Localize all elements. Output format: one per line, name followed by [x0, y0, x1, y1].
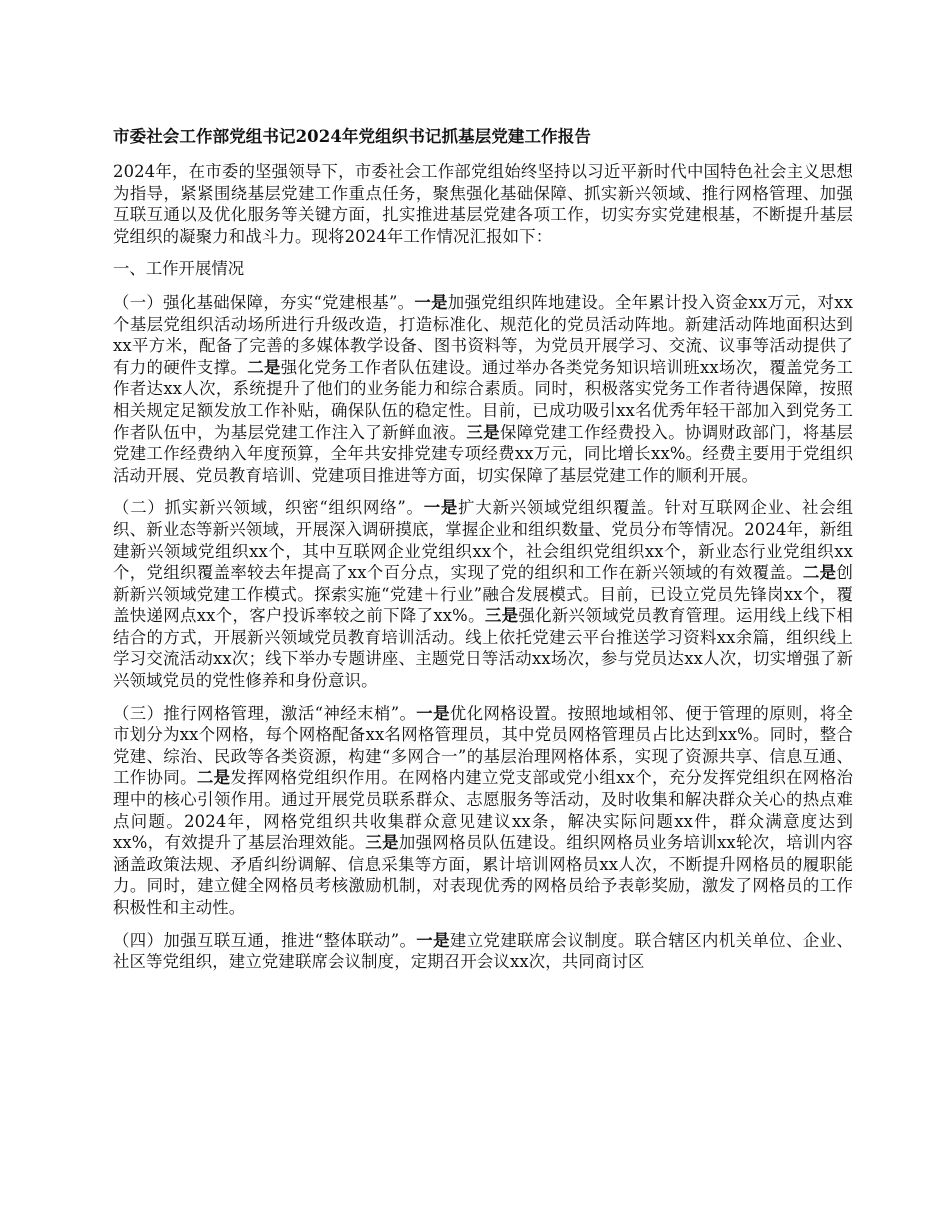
point-label: 二是 [247, 357, 281, 377]
point-label: 一是 [416, 930, 450, 950]
section-heading: 一、工作开展情况 [113, 259, 245, 279]
point-label: 二是 [196, 768, 231, 788]
section-lead: （四）加强互联互通，推进“整体联动”。 [113, 930, 417, 950]
point-text: 扩大新兴领域党组织覆盖。针对互联网企业、社会组织、新业态等新兴领域，开展深入调研摸底，掌握企业和组织数量、党员分布等情况。2024年，新组建新兴领域党组织xx个，其中互联网企业党组织xx个，社会组织党组织xx个，新业态行业党组织xx个，党组织覆盖率较去年提高了xx个百分点，实现了党的组织和工作在新兴领域的有效覆盖。 [113, 498, 853, 583]
section-lead: （一）强化基础保障，夯实“党建根基”。 [113, 292, 415, 312]
document-page [113, 126, 853, 984]
point-label: 一是 [423, 498, 459, 518]
point-label: 三是 [484, 606, 519, 626]
point-text: 保障党建工作经费投入。协调财政部门，将基层党建工作经费纳入年度预算，全年共安排党建专项经费xx万元，同比增长xx%。经费主要用于党组织活动开展、党员教育培训、党建项目推进等方面，切实保障了基层党建工作的顺利开展。 [113, 422, 853, 485]
point-label: 三是 [365, 833, 399, 853]
point-text: 建立党建联席会议制度。联合辖区内机关单位、企业、社区等党组织，建立党建联席会议制度，定期召开会议xx次，共同商讨区 [113, 930, 853, 972]
point-label: 三是 [466, 422, 500, 442]
point-text: 加强网格员队伍建设。组织网格员业务培训xx轮次，培训内容涵盖政策法规、矛盾纠纷调解、信息采集等方面，累计培训网格员xx人次，不断提升网格员的履职能力。同时，建立健全网格员考核激励机制，对表现优秀的网格员给予表彰奖励，激发了网格员的工作积极性和主动性。 [113, 833, 854, 917]
section-lead: （三）推行网格管理，激活“神经末梢”。 [113, 703, 417, 723]
intro-paragraph: 2024年，在市委的坚强领导下，市委社会工作部党组始终坚持以习近平新时代中国特色社会主义思想为指导，紧紧围绕基层党建工作重点任务，聚焦强化基础保障、抓实新兴领域、推行网格管理、加强互联互通以及优化服务等关键方面，扎实推进基层党建各项工作，切实夯实党建根基，不断提升基层党组织的凝聚力和战斗力。现将2024年工作情况汇报如下： [113, 162, 853, 246]
point-text: 发挥网格党组织作用。在网格内建立党支部或党小组xx个，充分发挥党组织在网格治理中的核心引领作用。通过开展党员联系群众、志愿服务等活动，及时收集和解决群众关心的热点难点问题。2024年，网格党组织共收集群众意见建议xx条，解决实际问题xx件，群众满意度达到xx%，有效提升了基层治理效能。 [113, 768, 854, 853]
point-label: 二是 [802, 563, 837, 583]
point-text: 创新新兴领域党建工作模式。探索实施“党建＋行业”融合发展模式。目前，已设立党员先锋岗xx个，覆盖快递网点xx个，客户投诉率较之前下降了xx%。 [113, 563, 853, 626]
point-label: 一是 [416, 703, 450, 723]
document-title: 市委社会工作部党组书记2024年党组织书记抓基层党建工作报告 [113, 127, 591, 146]
section-lead: （二）抓实新兴领域，织密“组织网络”。 [113, 498, 424, 518]
point-label: 一是 [414, 292, 448, 312]
point-text: 强化党务工作者队伍建设。通过举办各类党务知识培训班xx场次，覆盖党务工作者达xx人次，系统提升了他们的业务能力和综合素质。同时，积极落实党务工作者待遇保障，按照相关规定足额发放工作补贴，确保队伍的稳定性。目前，已成功吸引xx名优秀年轻干部加入到党务工作者队伍中，为基层党建工作注入了新鲜血液。 [113, 357, 853, 442]
section-paragraph-3 [113, 703, 853, 919]
point-text: 加强党组织阵地建设。全年累计投入资金xx万元，对xx个基层党组织活动场所进行升级改造，打造标准化、规范化的党员活动阵地。新建活动阵地面积达到xx平方米，配备了完善的多媒体教学设备、图书资料等，为党员开展学习、交流、议事等活动提供了有力的硬件支撑。 [113, 292, 854, 377]
point-text: 优化网格设置。按照地域相邻、便于管理的原则，将全市划分为xx个网格，每个网格配备xx名网格管理员，其中党员网格管理员占比达到xx%。同时，整合党建、综治、民政等各类资源，构建“多网合一”的基层治理网格体系，实现了资源共享、信息互通、工作协同。 [113, 703, 853, 788]
section-paragraph-1 [113, 292, 853, 486]
section-paragraph-4 [113, 930, 853, 973]
section-paragraph-2 [113, 497, 853, 691]
point-text: 强化新兴领域党员教育管理。运用线上线下相结合的方式，开展新兴领域党员教育培训活动。线上依托党建云平台推送学习资料xx余篇，组织线上学习交流活动xx次；线下举办专题讲座、主题党日等活动xx场次，参与党员达xx人次，切实增强了新兴领域党员的党性修养和身份意识。 [113, 606, 853, 691]
